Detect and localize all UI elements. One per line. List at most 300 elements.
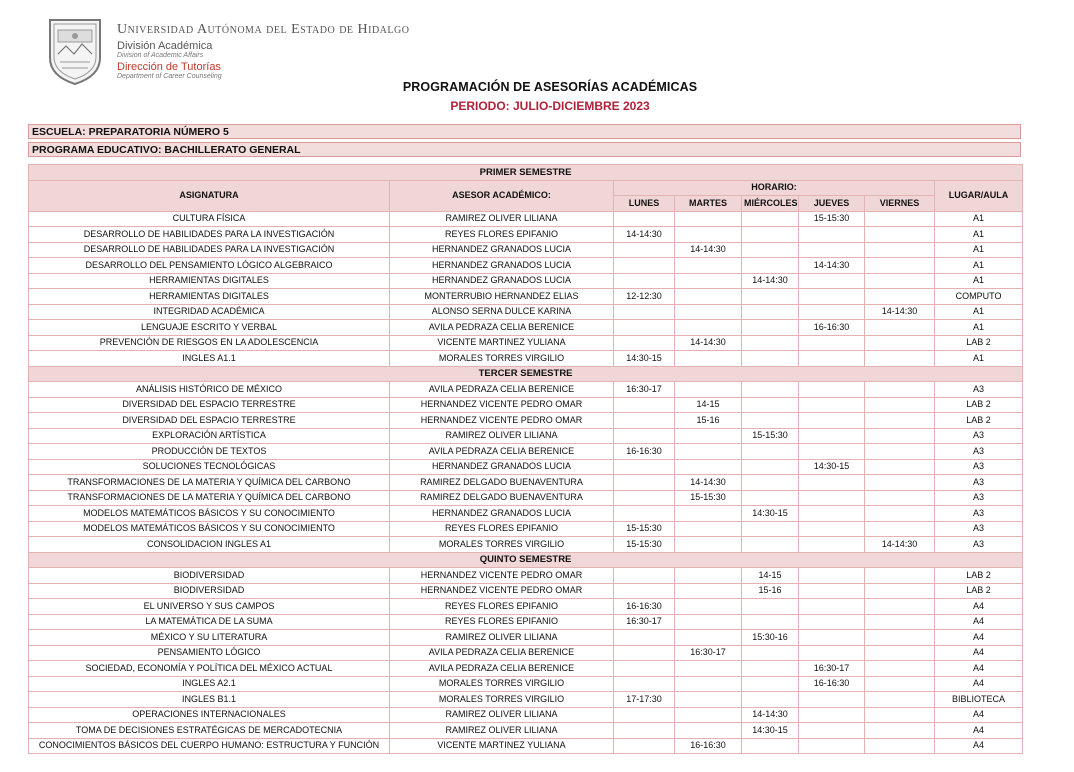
place-cell: A3 [935,506,1023,522]
semester-header-row [29,165,1023,181]
subject-cell: INGLES B1.1 [29,692,390,708]
column-advisor-header: ASESOR ACADÉMICO: [390,180,614,211]
thursday-cell [799,382,865,398]
table-row [29,599,1023,615]
advisor-cell: HERNANDEZ VICENTE PEDRO OMAR [390,397,614,413]
tuesday-cell [675,428,742,444]
monday-cell [614,258,675,274]
advisor-cell: REYES FLORES EPIFANIO [390,227,614,243]
table-row [29,258,1023,274]
friday-cell [865,676,935,692]
table-row [29,614,1023,630]
place-cell: A3 [935,475,1023,491]
monday-cell: 12-12:30 [614,289,675,305]
monday-cell [614,506,675,522]
thursday-cell [799,227,865,243]
place-cell: A3 [935,428,1023,444]
wednesday-cell [742,320,799,336]
subject-cell: DESARROLLO DE HABILIDADES PARA LA INVESTIGACIÓN [29,242,390,258]
wednesday-cell [742,289,799,305]
friday-cell: 14-14:30 [865,304,935,320]
place-cell: LAB 2 [935,583,1023,599]
advisor-cell: HERNANDEZ GRANADOS LUCIA [390,273,614,289]
friday-cell [865,738,935,754]
thursday-cell: 14:30-15 [799,459,865,475]
wednesday-cell [742,413,799,429]
friday-cell [865,258,935,274]
place-cell: A1 [935,273,1023,289]
monday-cell [614,335,675,351]
subject-cell: BIODIVERSIDAD [29,568,390,584]
place-cell: A4 [935,645,1023,661]
monday-cell [614,645,675,661]
place-cell: A4 [935,614,1023,630]
school-row: ESCUELA: PREPARATORIA NÚMERO 5 [28,124,1021,139]
thursday-cell: 16-16:30 [799,676,865,692]
advisor-cell: MORALES TORRES VIRGILIO [390,692,614,708]
subject-cell: DESARROLLO DEL PENSAMIENTO LÓGICO ALGEBRAICO [29,258,390,274]
table-row [29,227,1023,243]
friday-cell [865,506,935,522]
wednesday-cell [742,661,799,677]
thursday-cell [799,521,865,537]
table-row [29,320,1023,336]
tuesday-cell [675,521,742,537]
thursday-cell [799,273,865,289]
thursday-cell [799,413,865,429]
thursday-cell [799,289,865,305]
advisor-cell: RAMIREZ OLIVER LILIANA [390,723,614,739]
tuesday-cell [675,614,742,630]
advisor-cell: REYES FLORES EPIFANIO [390,614,614,630]
table-row [29,692,1023,708]
place-cell: A4 [935,676,1023,692]
place-cell: A3 [935,444,1023,460]
thursday-cell [799,723,865,739]
wednesday-cell: 14-14:30 [742,273,799,289]
thursday-cell [799,506,865,522]
wednesday-cell: 15:30-16 [742,630,799,646]
subject-cell: LENGUAJE ESCRITO Y VERBAL [29,320,390,336]
friday-cell [865,289,935,305]
subject-cell: PENSAMIENTO LÓGICO [29,645,390,661]
subject-cell: ANÁLISIS HISTÓRICO DE MÉXICO [29,382,390,398]
semester-header-row [29,552,1023,568]
subject-cell: DESARROLLO DE HABILIDADES PARA LA INVESTIGACIÓN [29,227,390,243]
monday-cell: 16-16:30 [614,599,675,615]
place-cell: A4 [935,707,1023,723]
advisor-cell: AVILA PEDRAZA CELIA BERENICE [390,444,614,460]
advisor-cell: RAMIREZ OLIVER LILIANA [390,428,614,444]
thursday-cell [799,351,865,367]
thursday-cell [799,599,865,615]
monday-cell [614,397,675,413]
tuesday-cell [675,289,742,305]
table-row [29,568,1023,584]
subject-cell: BIODIVERSIDAD [29,583,390,599]
division-name: División Académica [117,40,213,52]
university-name: Universidad Autónoma del Estado de Hidalgo [117,22,410,37]
place-cell: LAB 2 [935,413,1023,429]
place-cell: A3 [935,490,1023,506]
tuesday-cell [675,351,742,367]
advisor-cell: MONTERRUBIO HERNANDEZ ELIAS [390,289,614,305]
subject-cell: DIVERSIDAD DEL ESPACIO TERRESTRE [29,413,390,429]
place-cell: A4 [935,599,1023,615]
place-cell: LAB 2 [935,568,1023,584]
friday-cell [865,227,935,243]
wednesday-cell [742,692,799,708]
advisor-cell: RAMIREZ OLIVER LILIANA [390,707,614,723]
friday-cell [865,320,935,336]
thursday-cell [799,583,865,599]
wednesday-cell [742,521,799,537]
tuesday-cell [675,568,742,584]
advisor-cell: MORALES TORRES VIRGILIO [390,676,614,692]
table-row [29,335,1023,351]
monday-cell [614,304,675,320]
tuesday-cell: 14-14:30 [675,475,742,491]
advisor-cell: HERNANDEZ GRANADOS LUCIA [390,506,614,522]
advisor-cell: RAMIREZ OLIVER LILIANA [390,211,614,227]
place-cell: A1 [935,211,1023,227]
table-row [29,211,1023,227]
advisor-cell: AVILA PEDRAZA CELIA BERENICE [390,320,614,336]
day-header: MARTES [675,196,742,212]
semester-title: QUINTO SEMESTRE [29,552,1023,568]
advisor-cell: HERNANDEZ GRANADOS LUCIA [390,459,614,475]
tuesday-cell [675,692,742,708]
tuesday-cell [675,304,742,320]
place-cell: A1 [935,304,1023,320]
tuesday-cell: 14-14:30 [675,242,742,258]
monday-cell [614,273,675,289]
table-row [29,676,1023,692]
wednesday-cell [742,599,799,615]
advisor-cell: HERNANDEZ VICENTE PEDRO OMAR [390,413,614,429]
monday-cell [614,459,675,475]
thursday-cell [799,444,865,460]
program-row: PROGRAMA EDUCATIVO: BACHILLERATO GENERAL [28,142,1021,157]
subject-cell: SOCIEDAD, ECONOMÍA Y POLÍTICA DEL MÉXICO ACTUAL [29,661,390,677]
place-cell: A1 [935,227,1023,243]
wednesday-cell [742,227,799,243]
wednesday-cell [742,258,799,274]
document-title: PROGRAMACIÓN DE ASESORÍAS ACADÉMICAS [402,80,698,94]
tuesday-cell [675,211,742,227]
wednesday-cell: 15-15:30 [742,428,799,444]
place-cell: LAB 2 [935,397,1023,413]
friday-cell [865,211,935,227]
friday-cell [865,568,935,584]
place-cell: LAB 2 [935,335,1023,351]
monday-cell: 14:30-15 [614,351,675,367]
subject-cell: SOLUCIONES TECNOLÓGICAS [29,459,390,475]
place-cell: A3 [935,459,1023,475]
tuesday-cell: 16:30-17 [675,645,742,661]
place-cell: A3 [935,382,1023,398]
wednesday-cell [742,459,799,475]
subject-cell: INTEGRIDAD ACADÉMICA [29,304,390,320]
day-header: VIERNES [865,196,935,212]
place-cell: A3 [935,537,1023,553]
direction-name: Dirección de Tutorías [117,61,221,73]
place-cell: A3 [935,521,1023,537]
monday-cell: 16:30-17 [614,382,675,398]
university-seal-icon [44,14,106,86]
wednesday-cell: 15-16 [742,583,799,599]
place-cell: A4 [935,630,1023,646]
thursday-cell [799,537,865,553]
thursday-cell [799,397,865,413]
thursday-cell [799,614,865,630]
table-row [29,645,1023,661]
monday-cell [614,320,675,336]
thursday-cell [799,738,865,754]
friday-cell [865,382,935,398]
thursday-cell [799,707,865,723]
subject-cell: CULTURA FÍSICA [29,211,390,227]
wednesday-cell [742,397,799,413]
column-header-row [29,180,1023,196]
table-row [29,521,1023,537]
advisor-cell: VICENTE MARTINEZ YULIANA [390,738,614,754]
advisor-cell: ALONSO SERNA DULCE KARINA [390,304,614,320]
place-cell: BIBLIOTECA [935,692,1023,708]
subject-cell: MÉXICO Y SU LITERATURA [29,630,390,646]
column-subject-header: ASIGNATURA [29,180,390,211]
day-header: LUNES [614,196,675,212]
thursday-cell [799,692,865,708]
advisor-cell: AVILA PEDRAZA CELIA BERENICE [390,382,614,398]
table-row [29,459,1023,475]
advisor-cell: RAMIREZ OLIVER LILIANA [390,630,614,646]
subject-cell: HERRAMIENTAS DIGITALES [29,289,390,305]
tuesday-cell [675,583,742,599]
monday-cell [614,630,675,646]
table-row [29,490,1023,506]
place-cell: A4 [935,661,1023,677]
table-row [29,397,1023,413]
wednesday-cell [742,351,799,367]
subject-cell: MODELOS MATEMÁTICOS BÁSICOS Y SU CONOCIMIENTO [29,521,390,537]
table-row [29,537,1023,553]
friday-cell: 14-14:30 [865,537,935,553]
day-header: MIÉRCOLES [742,196,799,212]
place-cell: A1 [935,242,1023,258]
friday-cell [865,444,935,460]
subject-cell: TRANSFORMACIONES DE LA MATERIA Y QUÍMICA DEL CARBONO [29,490,390,506]
monday-cell: 17-17:30 [614,692,675,708]
friday-cell [865,723,935,739]
wednesday-cell: 14:30-15 [742,723,799,739]
thursday-cell [799,428,865,444]
subject-cell: PRODUCCIÓN DE TEXTOS [29,444,390,460]
friday-cell [865,583,935,599]
tuesday-cell [675,723,742,739]
monday-cell [614,475,675,491]
monday-cell [614,428,675,444]
wednesday-cell [742,676,799,692]
table-row [29,630,1023,646]
subject-cell: DIVERSIDAD DEL ESPACIO TERRESTRE [29,397,390,413]
subject-cell: EL UNIVERSO Y SUS CAMPOS [29,599,390,615]
subject-cell: INGLES A2.1 [29,676,390,692]
advisor-cell: RAMIREZ DELGADO BUENAVENTURA [390,490,614,506]
tuesday-cell: 14-15 [675,397,742,413]
wednesday-cell: 14-14:30 [742,707,799,723]
wednesday-cell: 14:30-15 [742,506,799,522]
tuesday-cell [675,273,742,289]
wednesday-cell [742,537,799,553]
thursday-cell [799,490,865,506]
thursday-cell: 15-15:30 [799,211,865,227]
tuesday-cell: 14-14:30 [675,335,742,351]
place-cell: A4 [935,738,1023,754]
friday-cell [865,645,935,661]
direction-english: Department of Career Counseling [117,73,222,80]
table-row [29,723,1023,739]
table-row [29,351,1023,367]
table-row [29,475,1023,491]
friday-cell [865,413,935,429]
schedule-body [29,165,1023,754]
table-row [29,583,1023,599]
thursday-cell: 16-16:30 [799,320,865,336]
subject-cell: OPERACIONES INTERNACIONALES [29,707,390,723]
thursday-cell [799,630,865,646]
thursday-cell [799,645,865,661]
monday-cell: 15-15:30 [614,537,675,553]
subject-cell: CONOCIMIENTOS BÁSICOS DEL CUERPO HUMANO: ESTRUCTURA Y FUNCIÓN [29,738,390,754]
subject-cell: HERRAMIENTAS DIGITALES [29,273,390,289]
monday-cell: 16:30-17 [614,614,675,630]
monday-cell [614,211,675,227]
monday-cell [614,242,675,258]
wednesday-cell [742,335,799,351]
friday-cell [865,490,935,506]
thursday-cell [799,475,865,491]
monday-cell [614,676,675,692]
thursday-cell [799,568,865,584]
monday-cell [614,738,675,754]
friday-cell [865,397,935,413]
day-header: JUEVES [799,196,865,212]
tuesday-cell [675,630,742,646]
table-row [29,444,1023,460]
thursday-cell: 14-14:30 [799,258,865,274]
table-row [29,428,1023,444]
place-cell: A1 [935,351,1023,367]
friday-cell [865,661,935,677]
wednesday-cell [742,304,799,320]
subject-cell: INGLES A1.1 [29,351,390,367]
monday-cell [614,661,675,677]
schedule-table [28,164,1023,754]
wednesday-cell [742,490,799,506]
tuesday-cell [675,599,742,615]
wednesday-cell [742,614,799,630]
tuesday-cell [675,676,742,692]
friday-cell [865,335,935,351]
tuesday-cell [675,320,742,336]
subject-cell: TRANSFORMACIONES DE LA MATERIA Y QUÍMICA DEL CARBONO [29,475,390,491]
wednesday-cell [742,382,799,398]
monday-cell: 14-14:30 [614,227,675,243]
place-cell: COMPUTO [935,289,1023,305]
monday-cell [614,413,675,429]
advisor-cell: AVILA PEDRAZA CELIA BERENICE [390,645,614,661]
wednesday-cell [742,242,799,258]
advisor-cell: RAMIREZ DELGADO BUENAVENTURA [390,475,614,491]
friday-cell [865,428,935,444]
wednesday-cell [742,211,799,227]
tuesday-cell [675,707,742,723]
table-row [29,506,1023,522]
monday-cell [614,568,675,584]
tuesday-cell [675,227,742,243]
subject-cell: EXPLORACIÓN ARTÍSTICA [29,428,390,444]
table-row [29,707,1023,723]
monday-cell: 15-15:30 [614,521,675,537]
friday-cell [865,692,935,708]
table-row [29,661,1023,677]
place-cell: A1 [935,258,1023,274]
thursday-cell: 16:30-17 [799,661,865,677]
place-cell: A4 [935,723,1023,739]
monday-cell [614,583,675,599]
subject-cell: LA MATEMÁTICA DE LA SUMA [29,614,390,630]
tuesday-cell [675,444,742,460]
advisor-cell: HERNANDEZ VICENTE PEDRO OMAR [390,583,614,599]
advisor-cell: VICENTE MARTINEZ YULIANA [390,335,614,351]
thursday-cell [799,304,865,320]
advisor-cell: HERNANDEZ GRANADOS LUCIA [390,258,614,274]
subject-cell: CONSOLIDACION INGLES A1 [29,537,390,553]
friday-cell [865,521,935,537]
division-english: Division of Academic Affairs [117,52,204,59]
advisor-cell: REYES FLORES EPIFANIO [390,521,614,537]
tuesday-cell: 16-16:30 [675,738,742,754]
thursday-cell [799,335,865,351]
wednesday-cell [742,444,799,460]
friday-cell [865,475,935,491]
tuesday-cell [675,459,742,475]
advisor-cell: AVILA PEDRAZA CELIA BERENICE [390,661,614,677]
document-period: PERIODO: JULIO-DICIEMBRE 2023 [450,99,650,113]
monday-cell [614,707,675,723]
table-row [29,738,1023,754]
semester-header-row [29,366,1023,382]
thursday-cell [799,242,865,258]
friday-cell [865,351,935,367]
wednesday-cell: 14-15 [742,568,799,584]
friday-cell [865,599,935,615]
subject-cell: TOMA DE DECISIONES ESTRATÉGICAS DE MERCADOTECNIA [29,723,390,739]
table-row [29,273,1023,289]
tuesday-cell [675,506,742,522]
friday-cell [865,273,935,289]
column-schedule-header: HORARIO: [614,180,935,196]
friday-cell [865,242,935,258]
table-row [29,289,1023,305]
semester-title: TERCER SEMESTRE [29,366,1023,382]
wednesday-cell [742,738,799,754]
wednesday-cell [742,475,799,491]
monday-cell [614,490,675,506]
tuesday-cell [675,661,742,677]
monday-cell: 16-16:30 [614,444,675,460]
